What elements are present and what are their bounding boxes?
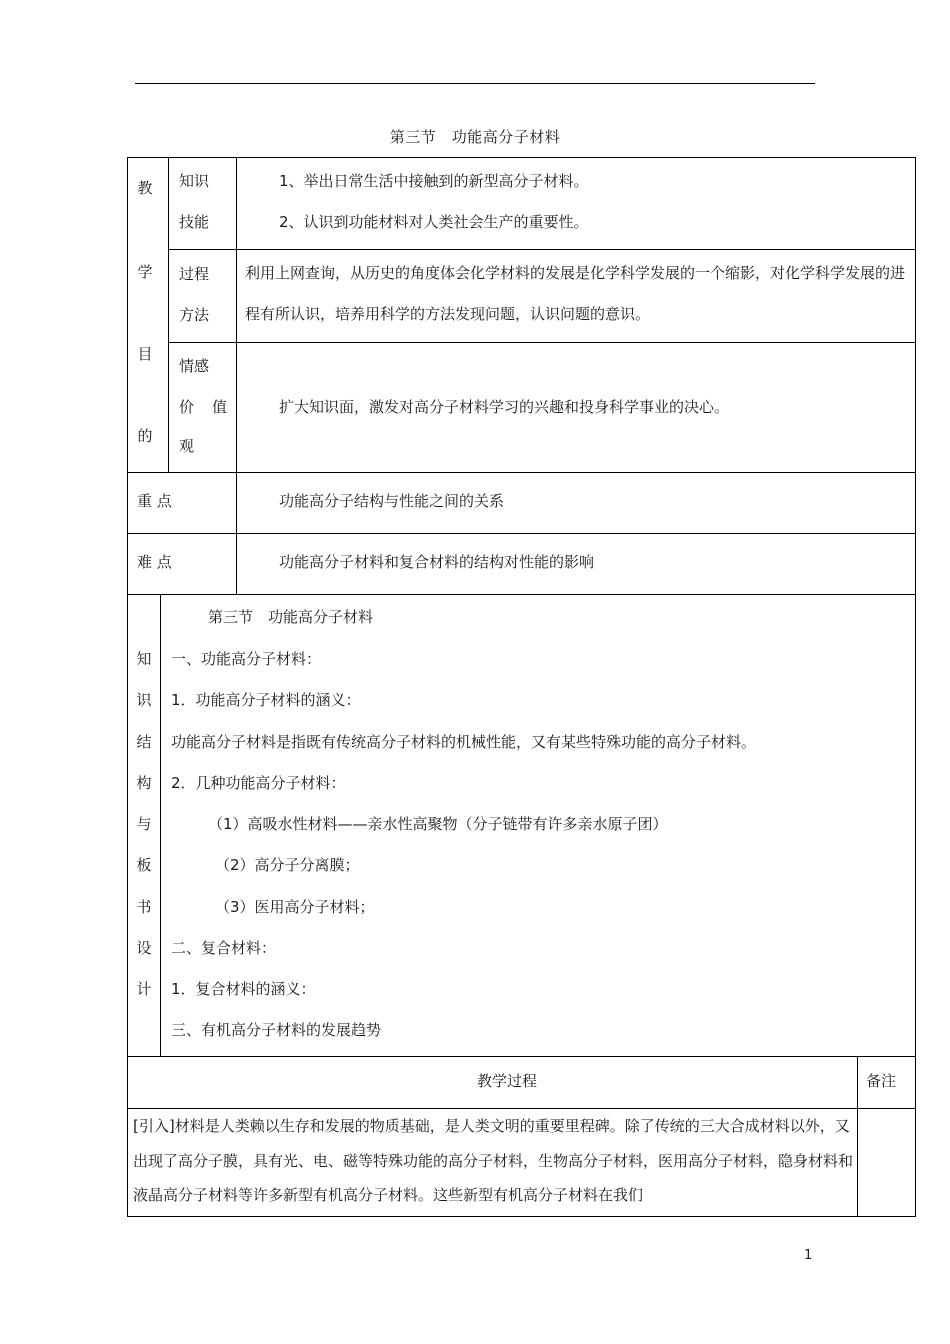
knowledge-item: 2、认识到功能材料对人类社会生产的重要性。 xyxy=(279,213,589,231)
board-side-label: 设 xyxy=(136,939,152,957)
difficulty-text: 功能高分子材料和复合材料的结构对性能的影响 xyxy=(279,553,595,571)
board-line: 一、功能高分子材料： xyxy=(171,650,322,668)
difficulty-label: 难 点 xyxy=(137,553,172,571)
board-line: （3）医用高分子材料； xyxy=(215,898,375,916)
objectives-side-label: 学 xyxy=(137,263,153,281)
page-title: 第三节 功能高分子材料 xyxy=(389,128,561,146)
board-line: 第三节 功能高分子材料 xyxy=(208,608,374,626)
emotion-label: 情感 xyxy=(179,357,210,375)
board-line: 1．复合材料的涵义： xyxy=(171,980,316,998)
intro-paragraph: [引入]材料是人类赖以生存和发展的物质基础，是人类文明的重要里程碑。除了传统的三大合成材料以外，又出现了高分子膜，具有光、电、磁等特殊功能的高分子材料，生物高分子材料，医用高分子材料，隐身材料和液晶高分子材料等许多新型有机高分子材料。这些新型有机高分子材料在我们 xyxy=(133,1117,853,1204)
board-side-label: 与 xyxy=(136,815,152,833)
emotion-label: 价 xyxy=(179,398,195,416)
divider xyxy=(160,594,161,1057)
board-side-label: 知 xyxy=(136,650,152,668)
key-point-label: 重 点 xyxy=(137,492,172,510)
board-line: 三、有机高分子材料的发展趋势 xyxy=(171,1021,382,1039)
objectives-side-label: 的 xyxy=(137,427,153,445)
board-line: 功能高分子材料是指既有传统高分子材料的机械性能，又有某些特殊功能的高分子材料。 xyxy=(171,733,757,751)
divider xyxy=(168,342,916,343)
board-side-label: 结 xyxy=(136,733,152,751)
objectives-side-label: 目 xyxy=(137,345,153,363)
divider xyxy=(857,1056,858,1217)
divider xyxy=(127,533,916,534)
divider xyxy=(168,249,916,250)
knowledge-item: 1、举出日常生活中接触到的新型高分子材料。 xyxy=(279,172,589,190)
process-text: 利用上网查询，从历史的角度体会化学材料的发展是化学科学发展的一个缩影，对化学科学发展的进程有所认识，培养用科学的方法发现问题，认识问题的意识。 xyxy=(245,264,906,323)
process-header: 教学过程 xyxy=(477,1072,538,1090)
divider xyxy=(236,157,237,473)
board-line: 2．几种功能高分子材料： xyxy=(171,774,346,792)
emotion-label: 值 xyxy=(212,398,228,416)
page-number: 1 xyxy=(804,1248,813,1263)
knowledge-label: 技能 xyxy=(179,213,210,231)
divider xyxy=(168,157,169,473)
header-rule xyxy=(135,83,815,84)
knowledge-label: 知识 xyxy=(179,172,210,190)
board-line: （2）高分子分离膜； xyxy=(215,856,360,874)
board-line: 二、复合材料： xyxy=(171,939,277,957)
board-side-label: 计 xyxy=(136,980,152,998)
objectives-side-label: 教 xyxy=(137,179,153,197)
key-point-text: 功能高分子结构与性能之间的关系 xyxy=(279,492,505,510)
emotion-label: 观 xyxy=(179,437,195,455)
board-side-label: 构 xyxy=(136,774,152,792)
process-label: 过程 xyxy=(179,265,210,283)
board-line: （1）高吸水性材料——亲水性高聚物（分子链带有许多亲水原子团） xyxy=(208,815,668,833)
emotion-text: 扩大知识面，激发对高分子材料学习的兴趣和投身科学事业的决心。 xyxy=(279,398,730,416)
board-line: 1．功能高分子材料的涵义： xyxy=(171,691,361,709)
board-side-label: 板 xyxy=(136,856,152,874)
board-side-label: 书 xyxy=(136,898,152,916)
process-label: 方法 xyxy=(179,306,210,324)
board-side-label: 识 xyxy=(136,691,152,709)
notes-header: 备注 xyxy=(866,1072,897,1090)
